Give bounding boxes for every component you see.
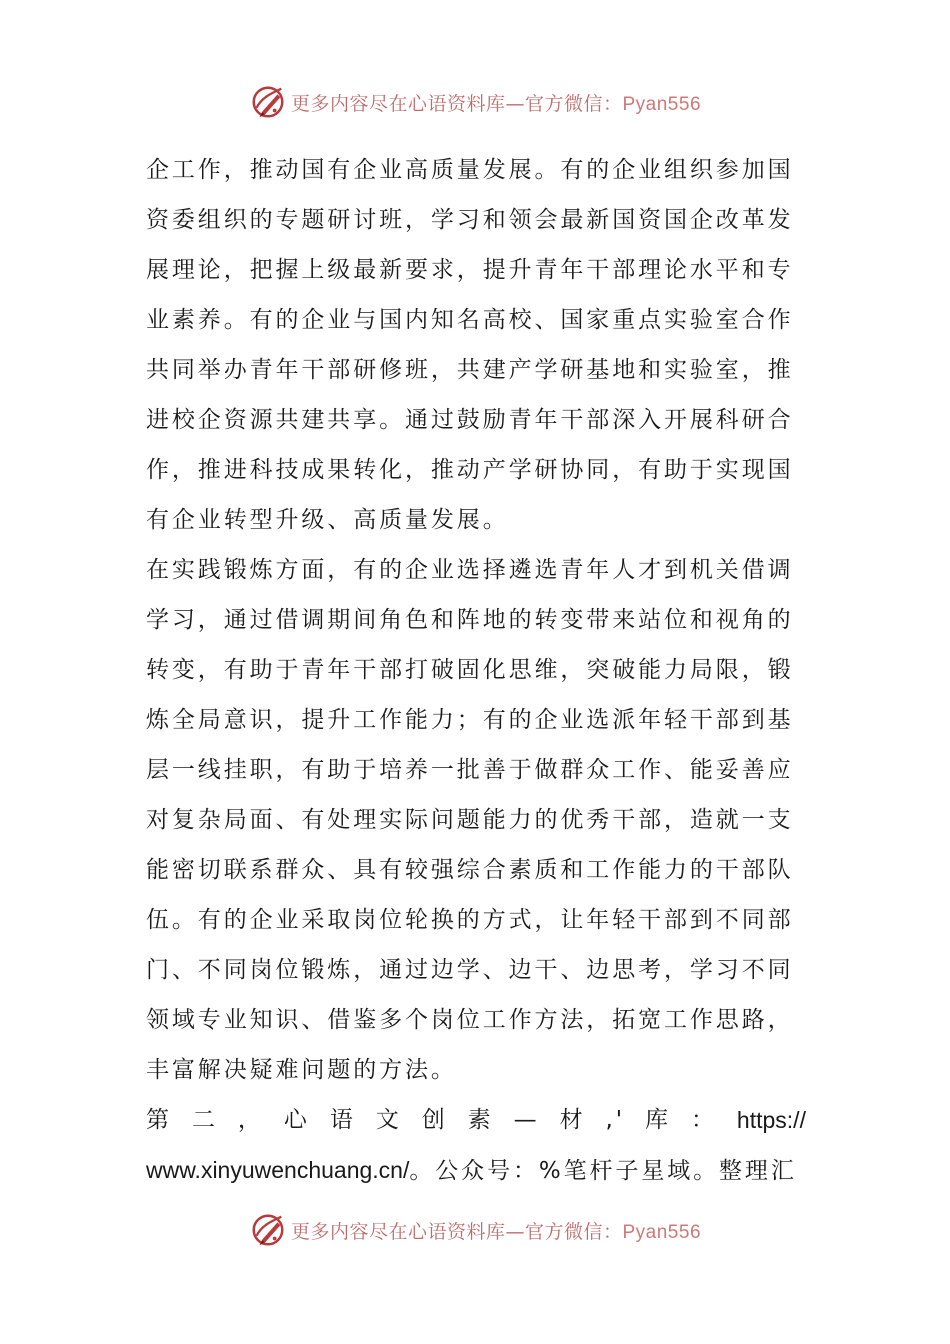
text-line: 丰富解决疑难问题的方法。 xyxy=(146,1057,457,1083)
text-line: 炼全局意识，提升工作能力；有的企业选派年轻干部到基 xyxy=(146,707,794,733)
header-banner xyxy=(0,82,950,122)
text-line: 企工作，推动国有企业高质量发展。有的企业组织参加国 xyxy=(146,157,794,183)
document-body xyxy=(146,145,806,1195)
header-banner-text xyxy=(291,89,701,116)
text-line: 作，推进科技成果转化，推动产学研协同，有助于实现国 xyxy=(146,457,794,483)
last-line-rest: 。公众号：%笔杆子星域。整理汇 xyxy=(409,1158,797,1184)
spread-token: 二 xyxy=(191,1107,218,1133)
spread-token: 库 xyxy=(645,1107,671,1133)
text-line: 能密切联系群众、具有较强综合素质和工作能力的干部队 xyxy=(146,857,794,883)
last-line xyxy=(146,1145,806,1195)
text-line: 有企业转型升级、高质量发展。 xyxy=(146,507,509,533)
spread-token: 文 xyxy=(375,1107,402,1133)
website-link[interactable]: www.xinyuwenchuang.cn/ xyxy=(146,1157,410,1183)
spread-token: 语 xyxy=(329,1107,356,1133)
text-line: 在实践锻炼方面，有的企业选择遴选青年人才到机关借调 xyxy=(146,557,794,583)
header-brand: 更多内容尽在心语资料库 xyxy=(290,92,506,115)
text-line: 进校企资源共建共享。通过鼓励青年干部深入开展科研合 xyxy=(146,407,794,433)
spread-token: — xyxy=(513,1107,540,1133)
footer-handle: Pyan556 xyxy=(622,1221,702,1243)
text-line: 业素养。有的企业与国内知名高校、国家重点实验室合作 xyxy=(146,307,794,333)
spread-token: 材 xyxy=(559,1107,586,1133)
text-line: 资委组织的专题研讨班，学习和领会最新国资国企改革发 xyxy=(146,207,794,233)
footer-dash: — xyxy=(505,1220,525,1243)
header-contact-label: 官方微信： xyxy=(524,92,623,115)
header-dash: — xyxy=(505,92,525,115)
spread-line xyxy=(146,1095,806,1145)
text-line: 层一线挂职，有助于培养一批善于做群众工作、能妥善应 xyxy=(146,757,794,783)
pen-swirl-logo-icon xyxy=(249,83,287,121)
footer-banner-text xyxy=(291,1217,701,1244)
spread-token: ,' xyxy=(605,1107,625,1133)
text-line: 展理论，把握上级最新要求，提升青年干部理论水平和专 xyxy=(146,257,794,283)
spread-token: ： xyxy=(690,1107,717,1133)
body-text xyxy=(146,145,806,1195)
spread-token-url[interactable]: https:// xyxy=(736,1107,806,1133)
text-line: 门、不同岗位锻炼，通过边学、边干、边思考，学习不同 xyxy=(146,957,794,983)
spread-token: 心 xyxy=(283,1107,310,1133)
spread-token: 创 xyxy=(421,1107,448,1133)
text-line: 对复杂局面、有处理实际问题能力的优秀干部，造就一支 xyxy=(146,807,794,833)
text-line: 转变，有助于青年干部打破固化思维，突破能力局限，锻 xyxy=(146,657,794,683)
spread-token: 第 xyxy=(146,1107,172,1133)
spread-token: 素 xyxy=(467,1107,494,1133)
header-handle: Pyan556 xyxy=(622,93,702,115)
text-line: 学习，通过借调期间角色和阵地的转变带来站位和视角的 xyxy=(146,607,794,633)
text-line: 领域专业知识、借鉴多个岗位工作方法，拓宽工作思路， xyxy=(146,1007,794,1033)
text-line: 伍。有的企业采取岗位轮换的方式，让年轻干部到不同部 xyxy=(146,907,794,933)
footer-banner xyxy=(0,1210,950,1250)
footer-brand: 更多内容尽在心语资料库 xyxy=(290,1220,506,1243)
pen-swirl-logo-icon xyxy=(249,1211,287,1249)
text-line: 共同举办青年干部研修班，共建产学研基地和实验室，推 xyxy=(146,357,794,383)
footer-contact-label: 官方微信： xyxy=(524,1220,623,1243)
spread-token: ， xyxy=(237,1107,264,1133)
